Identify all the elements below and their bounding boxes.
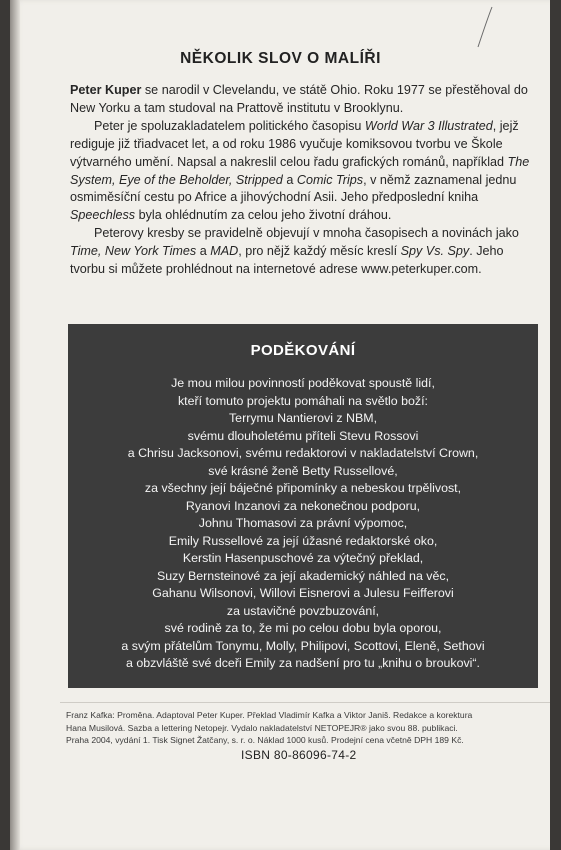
credits-line: Praha 2004, vydání 1. Tisk Signet Žatčany, s. r. o. Náklad 1000 kusů. Prodejní cena včetně DPH 189 Kč. — [66, 735, 464, 746]
thanks-line: a svým přátelům Tonymu, Molly, Philipovi, Scottovi, Eleně, Sethovi — [121, 638, 485, 653]
thanks-line: za ustavičné povzbuzování, — [226, 603, 380, 618]
acknowledgements-box — [68, 324, 538, 688]
credits-line: Franz Kafka: Proměna. Adaptoval Peter Kuper. Překlad Vladimír Kafka a Viktor Janiš. Redakce a korektura — [66, 710, 473, 720]
thanks-line: Kerstin Hasenpuschové za výtečný překlad, — [182, 551, 424, 565]
isbn: ISBN 80-86096-74-2 — [241, 748, 357, 762]
page-title: NĚKOLIK SLOV O MALÍŘI — [180, 50, 381, 67]
imprint-credits — [66, 709, 546, 747]
divider — [60, 702, 550, 703]
thanks-line: Suzy Bernsteinové za její akademický náhled na věc, — [156, 568, 450, 583]
page-spine-shadow — [10, 0, 20, 850]
thanks-line: Je mou milou povinností poděkovat spoustě lidí, — [171, 376, 435, 390]
bio-paragraph-1: Peter Kuper se narodil v Clevelandu, ve státě Ohio. Roku 1977 se přestěhoval do New Yorku a tam studoval na Prattově institutu v Brooklynu. — [70, 83, 528, 115]
thanks-line: Emily Russellové za její úžasné redaktorské oko, — [168, 533, 438, 548]
author-bio — [70, 82, 540, 279]
thanks-line: kteří tomuto projektu pomáhali na světlo boží: — [177, 393, 428, 408]
acknowledgements-title: PODĚKOVÁNÍ — [250, 342, 356, 359]
thanks-line: své rodině za to, že mi po celou dobu byla oporou, — [164, 621, 442, 635]
thanks-line: Ryanovi Inzanovi za nekonečnou podporu, — [185, 498, 421, 513]
pencil-mark — [470, 5, 500, 50]
thanks-line: a obzvláště své dceři Emily za nadšení pro tu „knihu o broukovi“. — [126, 656, 480, 670]
bio-paragraph-2: Peter je spoluzakladatelem politického časopisu World War 3 Illustrated, jejž rediguje již třiadvacet let, a od roku 1986 vyučuje komiksovou tvorbu ve Škole výtvarného umění. Napsal a nakreslil celou řadu grafických románů, například The System, Eye of the Beholder, Stripped a Comic Trips, v němž zaznamenal jednu osmiměsíční cestu po Africe a jihovýchodní Asii. Jeho předposlední kniha Speechless byla ohlédnutím za celou jeho životní dráhou. — [70, 118, 530, 223]
thanks-line: svému dlouholetému příteli Stevu Rossovi — [187, 428, 419, 443]
thanks-line: Terrymu Nantierovi z NBM, — [228, 411, 378, 425]
thanks-line: Gahanu Wilsonovi, Willovi Eisnerovi a Julesu Feifferovi — [152, 586, 454, 600]
thanks-line: a Chrisu Jacksonovi, svému redaktorovi v nakladatelství Crown, — [127, 446, 479, 460]
credits-line: Hana Musilová. Sazba a lettering Netopejr. Vydalo nakladatelství NETOPEJR® jako svou 88. publikaci. — [66, 722, 458, 733]
thanks-line: Johnu Thomasovi za právní výpomoc, — [198, 516, 408, 530]
author-name: Peter Kuper — [70, 83, 142, 97]
thanks-line: své krásné ženě Betty Russellové, — [208, 463, 398, 478]
thanks-line: za všechny její báječné připomínky a nebeskou trpělivost, — [144, 481, 462, 495]
acknowledgements-text — [68, 375, 538, 673]
bio-paragraph-3: Peterovy kresby se pravidelně objevují v mnoha časopisech a novinách jako Time, New York Times a MAD, pro nějž každý měsíc kreslí Spy Vs. Spy. Jeho tvorbu si můžete prohlédnout na internetové adrese www.peterkuper.com. — [70, 226, 519, 277]
